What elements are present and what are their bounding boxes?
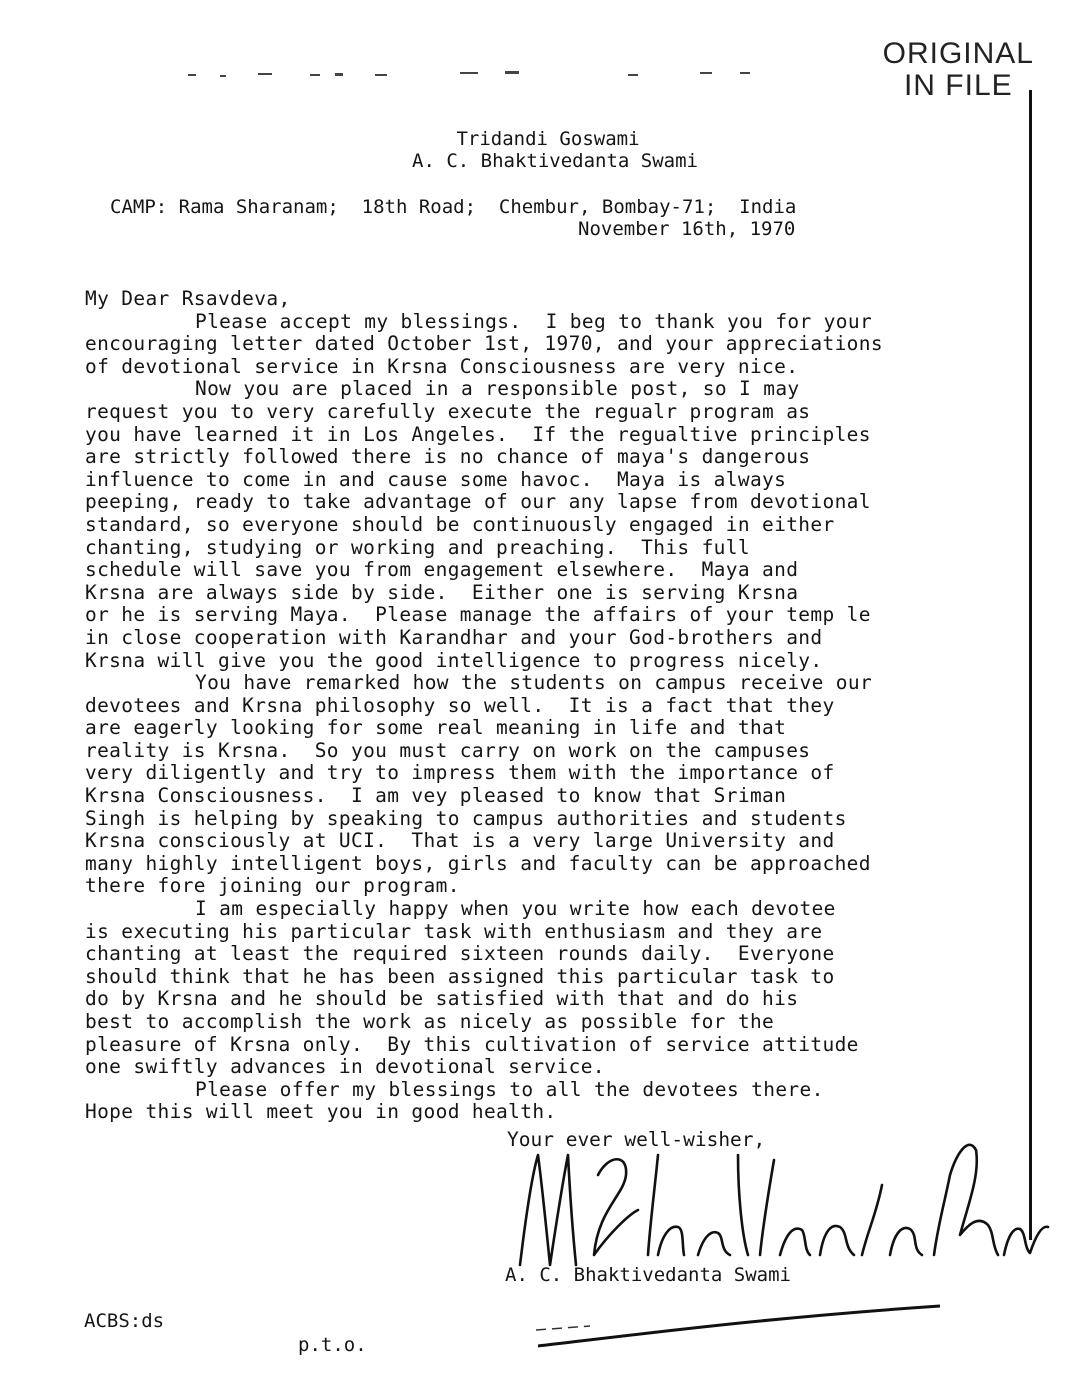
letter-line: or he is serving Maya. Please manage the affairs of your temp le	[85, 603, 871, 627]
letter-line: there fore joining our program.	[85, 874, 460, 898]
letter-line: encouraging letter dated October 1st, 1970, and your appreciations	[85, 332, 883, 356]
letter-line: Please offer my blessings to all the devotees there.	[195, 1077, 824, 1101]
letter-date: November 16th, 1970	[578, 218, 796, 240]
body-paragraphs	[85, 311, 995, 1124]
please-turn-over: p.t.o.	[298, 1334, 367, 1356]
letter-line: are eagerly looking for some real meaning in life and that	[85, 716, 787, 740]
letter-line: you have learned it in Los Angeles. If the regualtive principles	[85, 422, 871, 446]
letterhead-name: A. C. Bhaktivedanta Swami	[412, 150, 698, 172]
letter-line: Krsna are always side by side. Either one is serving Krsna	[85, 580, 799, 604]
camp-address: CAMP: Rama Sharanam; 18th Road; Chembur, Bombay-71; India	[110, 196, 797, 218]
letter-line: one swiftly advances in devotional service.	[85, 1055, 605, 1079]
margin-bracket-line	[1029, 90, 1032, 1240]
letter-line: Singh is helping by speaking to campus authorities and students	[85, 806, 847, 830]
stamp-line-1: ORIGINAL	[882, 37, 1034, 70]
letter-line: influence to come in and cause some havoc. Maya is always	[85, 467, 787, 491]
letter-line: chanting at least the required sixteen rounds daily. Everyone	[85, 942, 835, 966]
closing-line: Your ever well-wisher,	[507, 1128, 766, 1151]
letter-line: do by Krsna and he should be satisfied with that and do his	[85, 987, 799, 1011]
letter-line: Krsna consciously at UCI. That is a very large University and	[85, 829, 835, 853]
scan-specks	[160, 62, 780, 82]
letter-line: Now you are placed in a responsible post, so I may	[195, 377, 800, 401]
letter-line: You have remarked how the students on campus receive our	[195, 671, 873, 695]
letter-line: Krsna Consciousness. I am vey pleased to know that Sriman	[85, 784, 787, 808]
letter-body	[85, 288, 995, 1124]
letter-line: peeping, ready to take advantage of our any lapse from devotional	[85, 490, 871, 514]
letter-line: I am especially happy when you write how each devotee	[195, 897, 836, 921]
letter-line: is executing his particular task with enthusiasm and they are	[85, 919, 823, 943]
letter-line: Krsna will give you the good intelligence to progress nicely.	[85, 648, 823, 672]
letter-line: request you to very carefully execute the regualr program as	[85, 399, 811, 423]
signatory-name: A. C. Bhaktivedanta Swami	[505, 1264, 791, 1286]
letter-line: are strictly followed there is no chance of maya's dangerous	[85, 445, 811, 469]
salutation: My Dear Rsavdeva,	[85, 287, 291, 310]
signature-underline-flourish	[530, 1300, 950, 1360]
original-in-file-stamp	[883, 38, 1034, 102]
letter-line: Hope this will meet you in good health.	[85, 1100, 557, 1124]
letter-line: in close cooperation with Karandhar and your God-brothers and	[85, 625, 823, 649]
reference-initials: ACBS:ds	[84, 1310, 165, 1332]
letter-line: chanting, studying or working and preaching. This full	[85, 535, 750, 559]
letterhead-title: Tridandi Goswami	[456, 128, 640, 150]
letter-line: best to accomplish the work as nicely as possible for the	[85, 1010, 775, 1033]
stamp-line-2: IN FILE	[903, 69, 1013, 102]
letter-line: Please accept my blessings. I beg to thank you for your	[195, 309, 873, 333]
letter-line: of devotional service in Krsna Consciousness are very nice.	[85, 354, 799, 378]
letter-line: many highly intelligent boys, girls and faculty can be approached	[85, 851, 871, 875]
letter-line: standard, so everyone should be continuously engaged in either	[85, 512, 835, 536]
letter-line: pleasure of Krsna only. By this cultivation of service attitude	[85, 1032, 859, 1056]
letter-line: very diligently and try to impress them with the importance of	[85, 761, 835, 785]
letter-line: schedule will save you from engagement elsewhere. Maya and	[85, 558, 799, 582]
letter-line: devotees and Krsna philosophy so well. It is a fact that they	[85, 693, 835, 717]
letter-line: reality is Krsna. So you must carry on work on the campuses	[85, 738, 811, 762]
letter-line: should think that he has been assigned this particular task to	[85, 964, 835, 988]
